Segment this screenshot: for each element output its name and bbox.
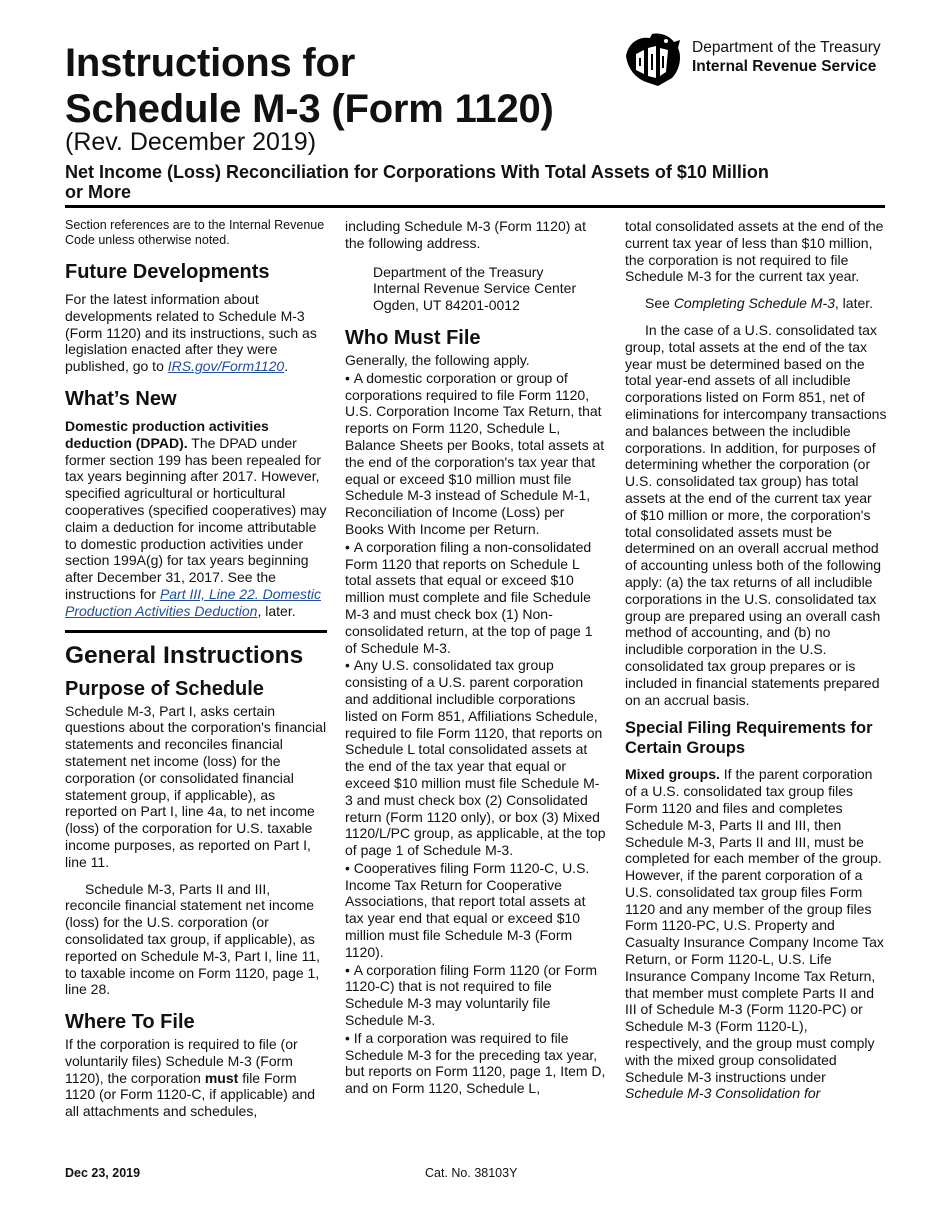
continued-text-col3: total consolidated assets at the end of the current tax year of less than $10 million, the corporation is not required to file Schedule M-3 for the current tax year. — [625, 218, 884, 285]
title-line-1: Instructions for — [65, 41, 356, 85]
general-instructions-heading: General Instructions — [65, 641, 304, 669]
column-2 — [345, 218, 607, 1098]
who-bullet-2: • A corporation filing a non-consolidated Form 1120 that reports on Schedule L total assets that equal or exceed $10 million must complete and file Schedule M-3 and must check box (1) Non-consolidated return, at the top of page 1 of Schedule M-3. — [345, 539, 607, 657]
dpad-lead: Domestic production activities deduction (DPAD). — [65, 417, 269, 451]
document-subtitle: Net Income (Loss) Reconciliation for Corporations With Total Assets of $10 Million or More — [65, 162, 769, 202]
future-developments-heading: Future Developments — [65, 261, 270, 283]
mailing-address — [373, 264, 607, 314]
purpose-heading: Purpose of Schedule — [65, 677, 264, 700]
purpose-paragraph-2: Schedule M-3, Parts II and III, reconcile financial statement net income (loss) for the U.S. corporation (or consolidated tax group, if applicable), as reported on Schedule M-3, Part I, line 11, to taxable income on Form 1120, page 1, line 28. — [65, 880, 320, 998]
where-to-file-text: If the corporation is required to file (or voluntarily files) Schedule M-3 (Form 1120), the corporation must file Form 1120 (or Form 1120-C, if applicable) and all attachments and schedules, — [65, 1036, 316, 1120]
consolidated-group-paragraph: In the case of a U.S. consolidated tax group, total assets at the end of the tax year must be determined based on the total year-end assets of all includible corporations listed on Form 851, net of eliminations for intercompany transactions and balances between the includible corporations. In addition, for purposes of determining whether the corporation (or U.S. consolidated tax group) has total assets at the end of the current tax year of $10 million or more, the corporation's total consolidated assets must be determined on an overall accrual method of accounting unless both of the following apply: (a) the tax returns of all includible corporations in the U.S. consolidated tax group are prepared using an overall cash method of accounting, and (b) no includible corporation in the U.S. consolidated tax group prepares or is included in financial statements prepared on an accrual basis. — [625, 321, 887, 708]
whats-new-heading: What’s New — [65, 387, 177, 410]
where-to-file-heading: Where To File — [65, 1011, 195, 1034]
special-filing-heading: Special Filing Requirements for Certain Groups — [625, 719, 873, 758]
intro-note: Section references are to the Internal Revenue Code unless otherwise noted. — [65, 218, 325, 247]
footer-catalog-number: Cat. No. 38103Y — [425, 1166, 518, 1180]
who-bullet-4: • Cooperatives filing Form 1120-C, U.S. Income Tax Return for Cooperative Associations, that report total assets at tax year end that equal or exceed $10 million must file Schedule M-3 (Form 1120). — [345, 860, 607, 961]
continued-text: including Schedule M-3 (Form 1120) at the following address. — [345, 218, 586, 251]
column-1 — [65, 218, 327, 1130]
who-bullet-3: • Any U.S. consolidated tax group consisting of a U.S. parent corporation and additional includible corporations listed on Form 851, Affiliations Schedule, required to file Form 1120, that reports on Schedule L total consolidated assets at the end of the tax year that equal or exceed $10 million must file Schedule M-3 and must check box (2) Consolidated return (Form 1120 only), or box (3) Mixed 1120/L/PC group, as applicable, at the top of page 1 of Schedule M-3. — [345, 657, 607, 859]
revision-date: (Rev. December 2019) — [65, 128, 317, 156]
who-must-file-intro: Generally, the following apply. — [345, 351, 530, 368]
title-line-2: Schedule M-3 (Form 1120) — [65, 87, 554, 131]
who-must-file-heading: Who Must File — [345, 326, 481, 349]
address-line-2: Internal Revenue Service Center — [373, 280, 577, 297]
footer-date: Dec 23, 2019 — [65, 1166, 141, 1180]
who-bullet-6: • If a corporation was required to file Schedule M-3 for the preceding tax year, but reports on Form 1120, page 1, Item D, and on Form 1120, Schedule L, — [345, 1030, 607, 1097]
agency-line-1: Department of the Treasury — [692, 39, 881, 56]
irs-eagle-logo-icon — [622, 30, 686, 88]
mixed-groups-paragraph: Mixed groups. If the parent corporation of a U.S. consolidated tax group files Form 1120 and files and completes Schedule M-3, Parts II and III, then Schedule M-3, Parts II and III, must be completed for each member of the group. However, if the parent corporation of a U.S. consolidated tax group files Form 1120 and any member of the group files Form 1120-PC, U.S. Property and Casualty Insurance Company Income Tax Return, or Form 1120-L, U.S. Life Insurance Company Income Tax Return, that member must complete Parts II and III of Schedule M-3 (Form 1120-PC) or Schedule M-3 (Form 1120-L), respectively, and the group must comply with the mixed group consolidated Schedule M-3 instructions under Schedule M-3 Consolidation for — [625, 766, 884, 1102]
section-rule — [65, 630, 327, 633]
irs-form1120-link[interactable]: IRS.gov/Form1120 — [167, 358, 285, 375]
who-bullet-1: • A domestic corporation or group of corporations required to file Form 1120, U.S. Corporation Income Tax Return, that reports on Form 1120, Schedule L, Balance Sheets per Books, total assets at the end of the corporation's tax year that equal or exceed $10 million must file Schedule M-3 instead of Schedule M-1, Reconciliation of Income (Loss) per Books With Income per Return. — [345, 370, 607, 538]
agency-line-2: Internal Revenue Service — [692, 58, 877, 75]
dpad-paragraph: Domestic production activities deduction (DPAD). The DPAD under former section 199 has been repealed for tax years beginning after 2017. However, specified agricultural or horticultural cooperatives (specified cooperatives) may claim a deduction for income attributable to domestic production activities under section 199A(g) for tax years beginning after December 31, 2017. See the instructions for Part III, Line 22. Domestic Production Activities Deduction, later. — [65, 417, 327, 619]
see-completing-note: See Completing Schedule M-3, later. — [645, 295, 874, 312]
address-line-3: Ogden, UT 84201-0012 — [373, 297, 520, 314]
purpose-paragraph-1: Schedule M-3, Part I, asks certain questions about the corporation's financial statements and reconciles financial statement net income (loss) for the corporation (or consolidated financial statement group, if applicable), as reported on Part I, line 4a, to net income (loss) of the corporation for U.S. taxable income purposes, as reported on Part I, line 11. — [65, 702, 327, 870]
column-3 — [625, 218, 887, 1112]
future-developments-text: For the latest information about developments related to Schedule M-3 (Form 1120) and its instructions, such as legislation enacted after they were published, go to IRS.gov/Form1120. — [65, 291, 317, 375]
document-title — [65, 40, 554, 132]
header-rule — [65, 205, 885, 208]
agency-name — [692, 38, 881, 76]
address-line-1: Department of the Treasury — [373, 263, 544, 280]
dpad-link[interactable]: Part III, Line 22. Domestic Production Activities Deduction — [65, 585, 322, 619]
who-bullet-5: • A corporation filing Form 1120 (or Form 1120-C) that is not required to file Schedule M-3 may voluntarily file Schedule M-3. — [345, 962, 607, 1029]
